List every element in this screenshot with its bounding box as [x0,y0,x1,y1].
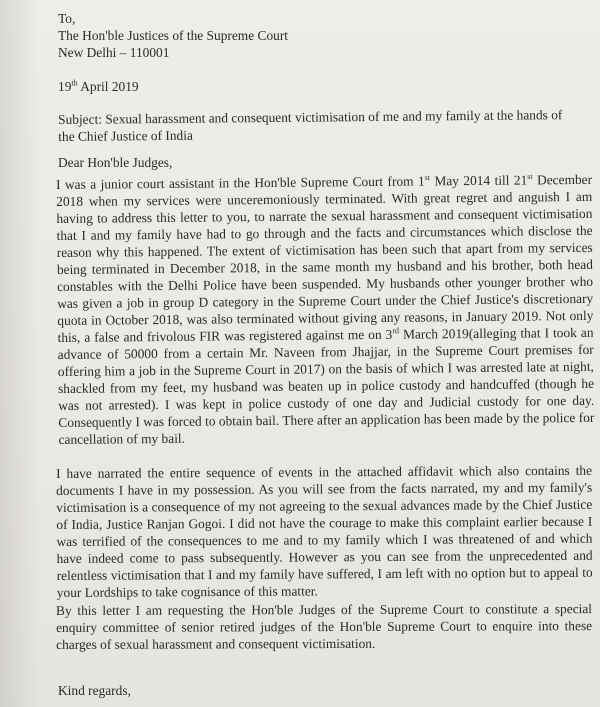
date-suffix: th [71,78,78,88]
paragraph-3: By this letter I am requesting the Hon'ble Judges of the Supreme Court to constitute a special enquiry committee of senior retired judges of the Hon'ble Supreme Court to enquire into these charges of sexual harassment and consequent victimisation. [56,601,593,652]
paragraph-2: I have narrated the entire sequence of events in the attached affidavit which also contains the documents I have in my possession. As you will see from the facts narrated, my and my family's victimisation is a consequence of my not agreeing to the sexual advances made by the Chief Justice of India, Justice Ranjan Gogoi. I did not have the courage to make this complaint earlier because I was terrified of the consequences to me and to my family which I was threatened of and which have indeed come to pass subsequently. However as you can see from the unprecedented and relentless victimisation that I and my family have suffered, I am left with no option but to appeal to your Lordships to take cognisance of this matter. [56,462,593,600]
city-line: New Delhi – 110001 [58,45,170,60]
para1-part2: May 2014 till 21 [429,172,528,189]
para1-part1: I was a junior court assistant in the Hon'ble Supreme Court from 1 [56,173,425,192]
subject-line: Subject: Sexual harassment and consequent victimisation of me and my family at the hands of the Chief Justice of India [58,107,563,144]
para1-part3: December 2018 when my services were unceremoniously terminated. With great regret and anguish I am having to address this letter to you, to narrate the sexual harassment and consequent victimisation that I and my family have had to go through and the facts and circumstances which disclose the reason why this happened. The extent of victimisation has been such that apart from my services being terminated in December 2018, in the same month my husband and his brother, both head constables with the Delhi Police have been suspended. My husbands other younger brother who was given a job in group D category in the Supreme Court under the Chief Justice's discretionary quota in October 2018, was also terminated without giving any reasons, in January 2019. Not only this, a false and frivolous FIR was registered against me on 3 [56,171,594,345]
para1-sup2: st [527,171,533,182]
date-day: 19 [58,79,72,94]
to-label: To, [58,11,76,26]
paper-shadow [0,0,40,707]
closing: Kind regards, [58,683,131,698]
date-rest: April 2019 [77,79,139,94]
paragraph-1 [56,171,595,448]
recipient-address [58,10,558,61]
para1-sup3: rd [392,326,400,336]
recipient-line: The Hon'ble Justices of the Supreme Court [58,28,289,43]
salutation: Dear Hon'ble Judges, [58,155,173,170]
para1-sup1: st [424,172,430,182]
letter-date [58,78,139,95]
para1-part4: March 2019(alleging that I took an advance of 50000 from a certain Mr. Naveen from Jhajjar, in the Supreme Court premises for offering him a job in the Supreme Court in 2017) on the basis of which I was arrested late at night, shackled from my feet, my husband was beaten up in police custody and handcuffed (though he was not arrested). I was kept in police custody of one day and Judicial custody for one day. Consequently I was forced to obtain bail. There after an application has been made by the police for cancellation of my bail. [57,324,595,447]
